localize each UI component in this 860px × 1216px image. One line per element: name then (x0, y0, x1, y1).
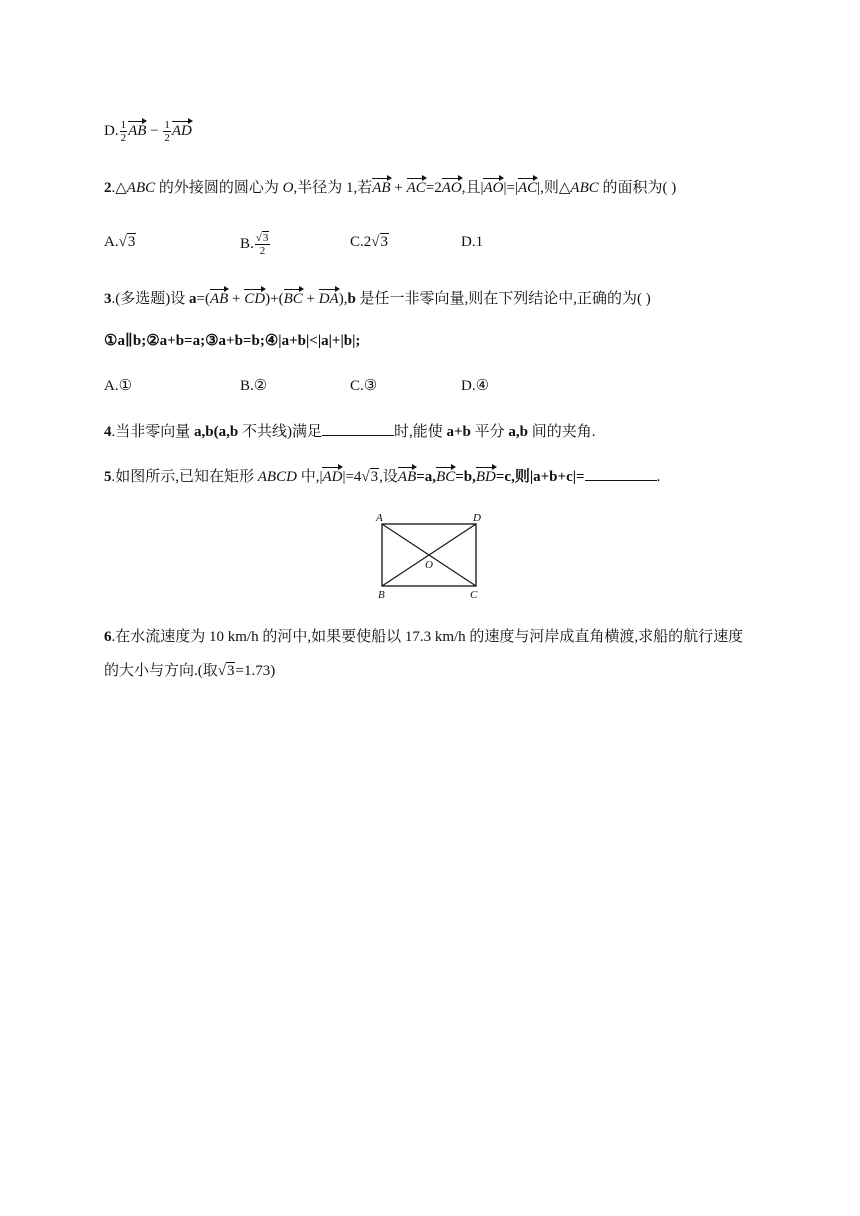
question-number: 6 (104, 629, 112, 645)
fraction: $\frac{1}{2}$ (164, 119, 170, 145)
q2-option-a: A.√3 (104, 234, 136, 250)
answer-blank[interactable] (322, 421, 394, 436)
rectangle-figure (372, 510, 488, 602)
q3-option-d: D.④ (461, 378, 490, 394)
vector-ab: AB (210, 287, 228, 307)
label-a: A (376, 512, 383, 524)
vector-ab: AB (398, 465, 416, 485)
vector-cd: CD (244, 287, 265, 307)
q1-option-d: D. $\frac{1}{2}$ AB − $\frac{1}{2}$ AD (104, 119, 192, 145)
sqrt: √3 (361, 469, 379, 485)
question-number: 4 (104, 424, 112, 440)
q2-option-c: C.2√3 (350, 234, 388, 250)
label-o: O (425, 559, 433, 571)
label-b: B (378, 589, 385, 601)
vector-ao: AO (483, 176, 503, 196)
q2-option-b: B. $\frac{√3}{2}$ (240, 232, 269, 257)
q3-option-b: B.② (240, 378, 268, 394)
vector-ab: AB (372, 176, 390, 196)
vector-ad: AD (322, 465, 342, 485)
q3-option-a: A.① (104, 378, 133, 394)
vector-ac: AC (407, 176, 426, 196)
fraction: $\frac{√3}{2}$ (255, 232, 269, 257)
q2-option-d: D.1 (461, 234, 484, 250)
label-c: C (470, 589, 478, 601)
question-2: 2.△ABC 的外接圆的圆心为 O,半径为 1,若AB + AC=2AO,且|AO|=|AC|,则△ABC 的面积为( ) (104, 176, 676, 198)
sqrt: √3 (371, 234, 388, 250)
vector-bc: BC (284, 287, 303, 307)
question-number: 3 (104, 291, 112, 307)
vector-da: DA (319, 287, 339, 307)
label-d: D (473, 512, 481, 524)
fraction: $\frac{1}{2}$ (120, 119, 127, 145)
vector-ao: AO (442, 176, 462, 196)
vector-bc: BC (436, 465, 455, 485)
q3-option-c: C.③ (350, 378, 378, 394)
answer-blank[interactable] (585, 466, 657, 481)
question-5: 5.如图所示,已知在矩形 ABCD 中,|AD|=4√3,设AB=a,BC=b,BD=c,则|a+b+c|= . (104, 465, 660, 487)
question-6: 6.在水流速度为 10 km/h 的河中,如果要使船以 17.3 km/h 的速度与河岸成直角横渡,求船的航行速度 (104, 629, 744, 645)
vector-ac: AC (518, 176, 537, 196)
question-number: 2 (104, 180, 112, 196)
question-number: 5 (104, 469, 112, 485)
question-3: 3.(多选题)设 a=(AB + CD)+(BC + DA),b 是任一非零向量,则在下列结论中,正确的为( ) (104, 287, 651, 309)
sqrt: √3 (217, 663, 235, 679)
vector-bd: BD (476, 465, 496, 485)
question-6-line-2: 的大小与方向.(取√3=1.73) (104, 663, 276, 679)
vector-ad: AD (172, 119, 192, 139)
question-4: 4.当非零向量 a,b(a,b 不共线)满足 时,能使 a+b 平分 a,b 间的夹角. (104, 421, 595, 442)
q3-statements: ①a∥b;②a+b=a;③a+b=b;④|a+b|<|a|+|b|; (104, 333, 361, 349)
vector-ab: AB (128, 119, 146, 139)
sqrt: √3 (118, 234, 136, 250)
